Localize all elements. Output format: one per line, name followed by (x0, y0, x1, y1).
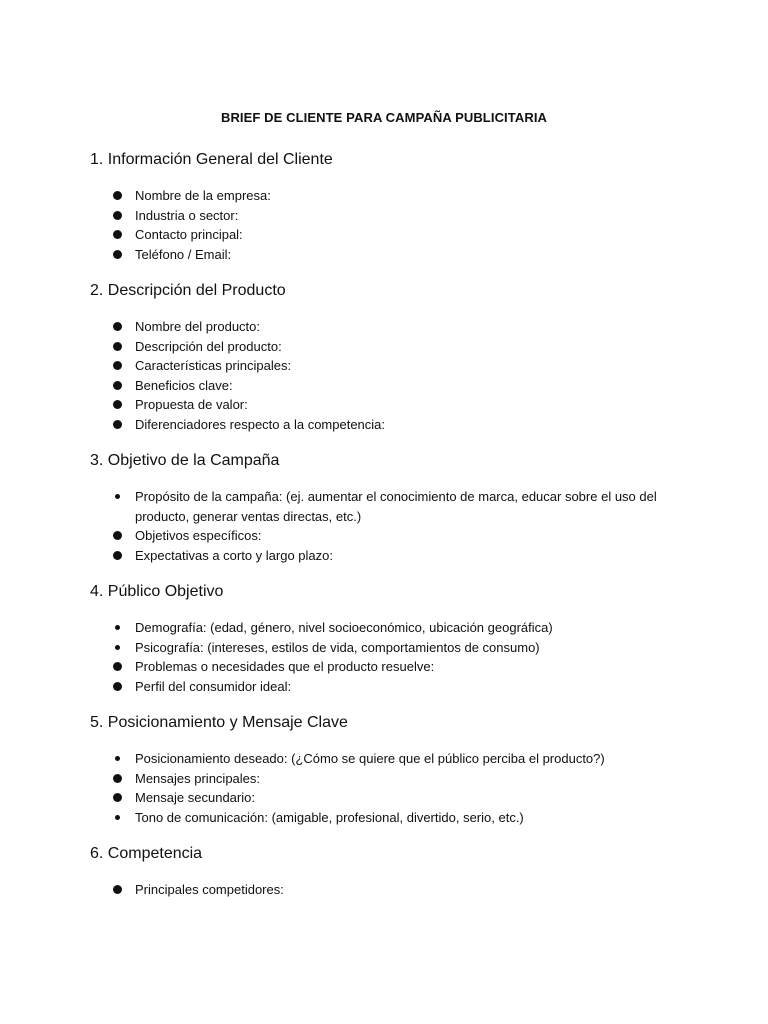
bullet-icon (115, 625, 120, 630)
list-item-text: Industria o sector: (135, 207, 239, 223)
list-item (90, 749, 680, 769)
bullet-list (90, 487, 768, 565)
list-item (90, 546, 680, 566)
section-heading: 5. Posicionamiento y Mensaje Clave (90, 714, 348, 731)
bullet-icon (113, 342, 122, 351)
section-6 (90, 843, 768, 900)
list-item-text: Beneficios clave: (135, 377, 233, 393)
list-item (90, 245, 680, 265)
list-item (90, 769, 680, 789)
bullet-icon (113, 381, 122, 390)
list-item-text: Principales competidores: (135, 882, 284, 897)
list-item (90, 657, 680, 677)
list-item-text: Diferenciadores respecto a la competencia: (135, 416, 386, 432)
list-item (90, 487, 680, 526)
list-item (90, 638, 680, 658)
list-item-text: Propósito de la campaña: (ej. aumentar el conocimiento de marca, educar sobre el uso del producto, generar ventas directas, etc.) (135, 489, 657, 524)
list-item (90, 526, 680, 546)
bullet-icon (113, 191, 122, 200)
bullet-icon (115, 815, 120, 820)
list-item (90, 618, 680, 638)
list-item (90, 317, 680, 337)
document-title: BRIEF DE CLIENTE PARA CAMPAÑA PUBLICITARIA (220, 110, 548, 125)
list-item (90, 225, 680, 245)
list-item-text: Objetivos específicos: (135, 528, 262, 543)
section-1 (90, 149, 768, 264)
list-item-text: Mensaje secundario: (135, 790, 255, 805)
bullet-list (90, 317, 768, 434)
list-item-text: Psicografía: (intereses, estilos de vida, comportamientos de consumo) (135, 639, 540, 655)
bullet-icon (113, 682, 122, 691)
section-heading: 6. Competencia (90, 845, 203, 862)
section-3 (90, 450, 768, 565)
bullet-icon (115, 494, 120, 499)
bullet-icon (113, 230, 122, 239)
list-item-text: Mensajes principales: (135, 770, 261, 786)
bullet-list (90, 749, 768, 827)
bullet-icon (115, 645, 120, 650)
list-item-text: Posicionamiento deseado: (¿Cómo se quiere que el público perciba el producto?) (135, 751, 605, 766)
list-item-text: Contacto principal: (135, 227, 243, 242)
bullet-list (90, 880, 768, 900)
list-item (90, 880, 680, 900)
list-item (90, 395, 680, 415)
bullet-icon (113, 531, 122, 540)
section-heading: 3. Objetivo de la Campaña (90, 452, 280, 469)
list-item-text: Teléfono / Email: (135, 246, 232, 262)
section-heading: 1. Información General del Cliente (90, 151, 333, 168)
section-5 (90, 712, 768, 827)
section-2 (90, 280, 768, 434)
list-item (90, 186, 680, 206)
list-item (90, 415, 680, 435)
bullet-icon (113, 211, 122, 220)
document-body (90, 149, 768, 900)
list-item (90, 376, 680, 396)
list-item (90, 356, 680, 376)
bullet-list (90, 186, 768, 264)
bullet-icon (113, 361, 122, 370)
list-item (90, 206, 680, 226)
list-item-text: Tono de comunicación: (amigable, profesional, divertido, serio, etc.) (135, 809, 524, 825)
bullet-icon (113, 774, 122, 783)
list-item-text: Problemas o necesidades que el producto resuelve: (135, 659, 435, 674)
bullet-icon (113, 885, 122, 894)
section-heading: 2. Descripción del Producto (90, 282, 286, 299)
list-item (90, 788, 680, 808)
list-item-text: Propuesta de valor: (135, 397, 248, 412)
list-item-text: Nombre del producto: (135, 319, 261, 334)
list-item-text: Características principales: (135, 358, 292, 373)
list-item-text: Nombre de la empresa: (135, 188, 271, 203)
bullet-icon (113, 420, 122, 429)
list-item-text: Descripción del producto: (135, 338, 282, 354)
list-item-text: Perfil del consumidor ideal: (135, 678, 292, 694)
bullet-list (90, 618, 768, 696)
bullet-icon (115, 756, 120, 761)
section-heading: 4. Público Objetivo (90, 583, 224, 600)
list-item (90, 337, 680, 357)
bullet-icon (113, 662, 122, 671)
bullet-icon (113, 400, 122, 409)
bullet-icon (113, 551, 122, 560)
list-item-text: Expectativas a corto y largo plazo: (135, 547, 333, 563)
list-item (90, 808, 680, 828)
list-item (90, 677, 680, 697)
bullet-icon (113, 250, 122, 259)
bullet-icon (113, 793, 122, 802)
bullet-icon (113, 322, 122, 331)
section-4 (90, 581, 768, 696)
list-item-text: Demografía: (edad, género, nivel socioeconómico, ubicación geográfica) (135, 620, 553, 635)
